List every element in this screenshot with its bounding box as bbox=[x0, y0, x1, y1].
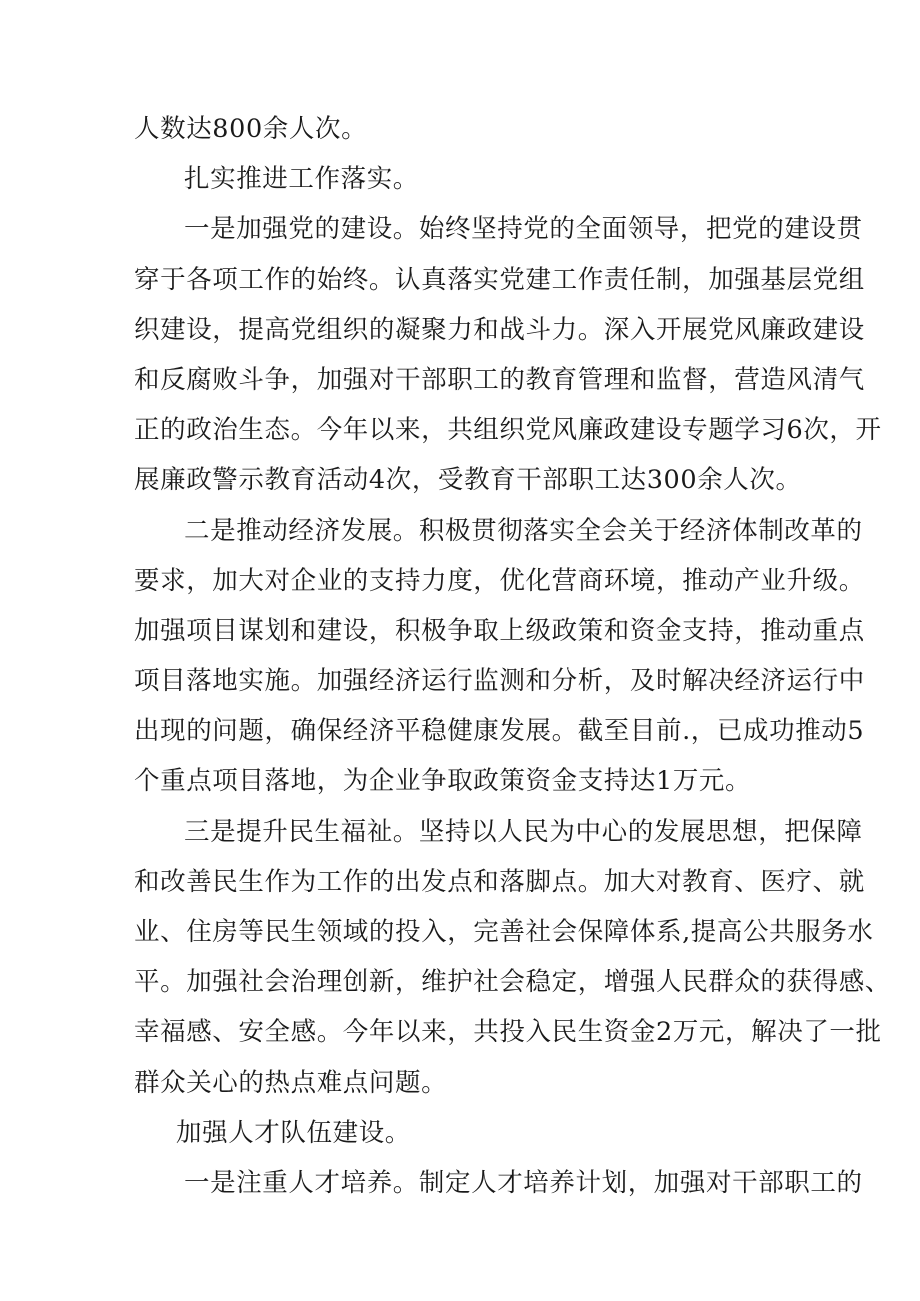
paragraph-start: 一是注重人才培养。制定人才培养计划，加强对干部职工的 bbox=[184, 1167, 863, 1198]
text-line: 加强项目谋划和建设，积极争取上级政策和资金支持，推动重点 bbox=[134, 615, 865, 646]
paragraph-start: 二是推动经济发展。积极贯彻落实全会关于经济体制改革的 bbox=[184, 515, 863, 546]
section-heading: 扎实推进工作落实。 bbox=[184, 164, 419, 195]
paragraph-start: 一是加强党的建设。始终坚持党的全面领导，把党的建设贯 bbox=[184, 214, 863, 245]
text-line: 和改善民生作为工作的出发点和落脚点。加大对教育、医疗、就 bbox=[134, 866, 865, 897]
paragraph-start: 三是提升民生福祉。坚持以人民为中心的发展思想，把保障 bbox=[184, 816, 863, 847]
text-line: 展廉政警示教育活动4次，受教育干部职工达300余人次。 bbox=[134, 465, 802, 496]
section-heading: 加强人才队伍建设。 bbox=[176, 1117, 411, 1148]
text-line: 出现的问题，确保经济平稳健康发展。截至目前.，已成功推动5 bbox=[134, 716, 865, 747]
text-line: 业、住房等民生领域的投入，完善社会保障体系,提高公共服务水 bbox=[134, 917, 874, 947]
text-line: 穿于各项工作的始终。认真落实党建工作责任制，加强基层党组 bbox=[134, 264, 865, 295]
text-line: 和反腐败斗争，加强对干部职工的教育管理和监督，营造风清气 bbox=[134, 364, 865, 395]
text-line: 平。加强社会治理创新，维护社会稳定，增强人民群众的获得感、 bbox=[134, 967, 891, 998]
document-body bbox=[134, 104, 891, 1208]
text-line: 幸福感、安全感。今年以来，共投入民生资金2万元，解决了一批 bbox=[134, 1017, 882, 1048]
text-line: 项目落地实施。加强经济运行监测和分析，及时解决经济运行中 bbox=[134, 666, 865, 697]
text-line: 人数达800余人次。 bbox=[134, 114, 368, 144]
text-line: 织建设，提高党组织的凝聚力和战斗力。深入开展党风廉政建设 bbox=[134, 314, 865, 345]
text-line: 正的政治生态。今年以来，共组织党风廉政建设专题学习6次，开 bbox=[134, 415, 882, 446]
text-line: 群众关心的热点难点问题。 bbox=[134, 1067, 448, 1098]
text-line: 个重点项目落地，为企业争取政策资金支持达1万元。 bbox=[134, 766, 752, 797]
text-line: 要求，加大对企业的支持力度，优化营商环境，推动产业升级。 bbox=[134, 565, 865, 596]
